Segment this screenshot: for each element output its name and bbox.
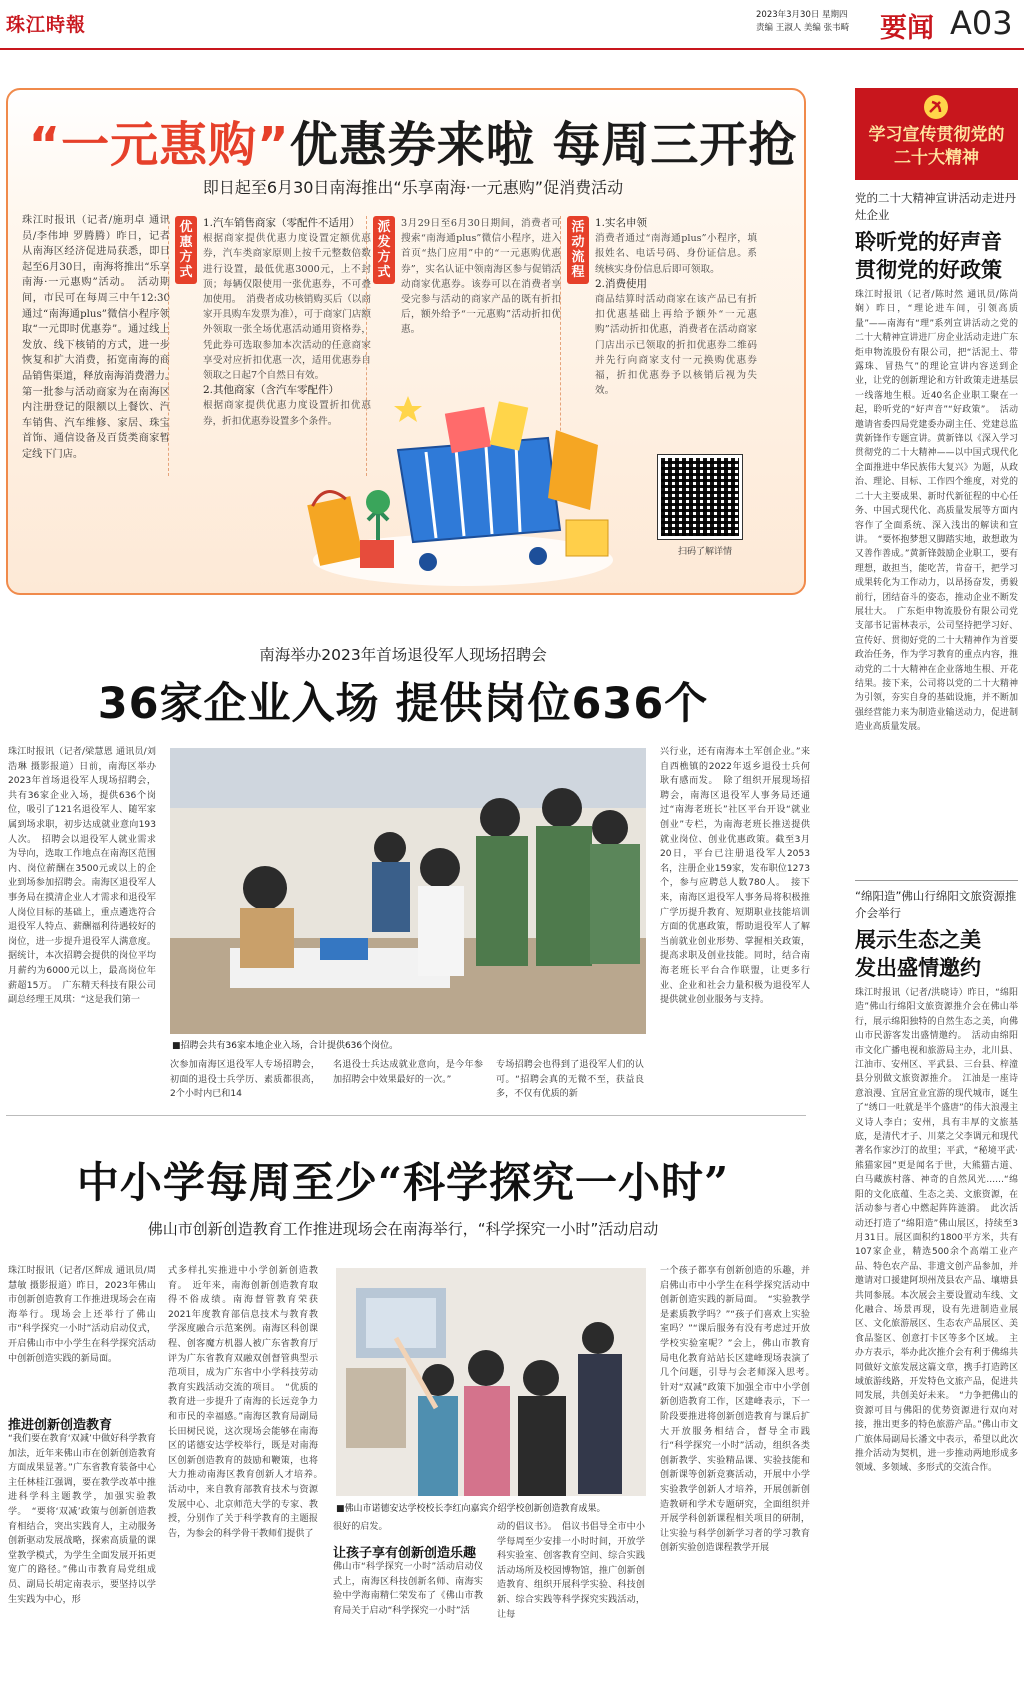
column-banner — [855, 88, 1018, 180]
promo-paragraph: 3月29日至6月30日期间，消费者可搜索“南海通plus”微信小程序，进入首页“热门应用”中的“一元惠购优惠券”，实名认证中领南海区参与促销活动商家优惠券。该券可以在消费者享受完参与活动的商家产品的既有折扣后，额外给予“一元惠购”活动折扣优惠。 — [401, 218, 561, 336]
article-column: 名退役士兵达成就业意向，是今年参加招聘会中效果最好的一次。” — [333, 1060, 483, 1085]
story-body: 珠江时报讯（记者/陈时然 通讯员/陈尚娴）昨日，“理论进车间，引领高质量”——南海有“理”系列宣讲活动之党的二十大精神宣讲进厂房企业活动走进广东炬申物流股份有限公司，把“活泥土、带露珠、冒热气”的理论宣讲内容送到企业，让党的创新理论和方针政策走进基层一线落地生根。近40名企业职工聚在一起，聆听党的“好声音”“好政策”。 活动邀请省委四局党建委办副主任、党建总监黄新锋作专题宣讲。黄新锋以《深入学习贯彻党的二十大精神——以中国式现代化全面推进中华民族伟大复兴》为题，从政治、理论、目标、工作四个维度，对党的二十大主要成果、新时代新征程的中心任务、中国式现代化、高质量发展等方面内容作了全面系统、深入浅出的解读和宣讲。 “要怀抱梦想又脚踏实地，敢想敢为又善作善成。”黄新锋鼓励企业职工，要有理想，敢担当，能吃苦，肯奋干，把学习成果转化为工作动力，以昂扬奋发，勇毅前行，团结奋斗的姿态，推动企业不断发展壮大。 广东炬申物流股份有限公司党支部书记雷林表示，公司坚持把学习好、宣传好、贯彻好党的二十大精神作为首要政治任务，作为学习教育的重点内容，推动党的二十大精神在企业落地生根、开花结果。接下来，公司将以党的二十大精神为引领，夯实自身的基础设施，并不断加强经营能力来为制造业输送动力，促进制造业高质量发展。 — [855, 290, 1018, 733]
shopping-basket-illustration — [298, 390, 628, 590]
story-title: 聆听党的好声音 — [855, 229, 1002, 254]
promo-paragraph: 消费者通过“南海通plus”小程序，填报姓名、电话号码、身份证信息。系统核实身份信息后即可领取。 — [595, 233, 757, 275]
article-column: 动的倡议书》。 倡议书倡导全市中小学每周至少安排一小时时间，开放学科实验室、创客教育空间、综合实践活动场所及校园博物馆，推广创新创造教育、组织开展科学实验、科技创新、综合实践等科学探究实践活动，让每 — [497, 1522, 645, 1620]
promo-tag: 活动流程 — [567, 216, 589, 284]
promo-tag: 优惠方式 — [175, 216, 197, 284]
photo-illustration — [336, 1268, 646, 1496]
header-rule — [0, 48, 1024, 50]
dateline — [756, 9, 849, 35]
promo-heading: 2.消费使用 — [595, 277, 648, 290]
section-name: 要闻 — [880, 13, 934, 44]
party-emblem-icon — [922, 94, 950, 120]
promo-title — [28, 106, 798, 175]
school-photo — [336, 1268, 646, 1496]
article-subhead: 推进创新创造教育 — [8, 1418, 113, 1433]
article-headline: 中小学每周至少“科学探究一小时” — [76, 1158, 730, 1207]
article-subtitle: 佛山市创新创造教育工作推进现场会在南海举行，“科学探究一小时”活动启动 — [147, 1220, 659, 1238]
photo-caption: ■佛山市诺德安达学校校长李红向嘉宾介绍学校创新创造教育成果。 — [336, 1504, 606, 1514]
story-title: 发出盛情邀约 — [855, 955, 981, 980]
article-column: 式多样扎实推进中小学创新创造教育。 近年来，南海创新创造教育取得不俗成绩。南海督管教育荣获2021年度教育部信息技术与教育教学深度融合示范案例。南海区科创课程、创客魔方机器人被广东省教育厅评为广东省教育双融双创督管典型示范项目，成为广东省中小学科技劳动教育实践活动交流的项目。 “优质的教育进一步提升了南海的长远竞争力和市民的幸福感。”南海区教育局副局长田树民说，这次现场会能够在南海区的诺德安达学校举行，既是对南海区创新创造教育的鼓励和鞭策，也将大力推动南海区教育创新人才培养。 活动中，来自教育部教育技术与资源发展中心、北京师范大学的专家、教授，分别作了关于科学教育的主题报告，为参会的科学骨干教师们提供了 — [168, 1266, 328, 1539]
photo-illustration — [170, 748, 646, 1034]
job-fair-photo — [170, 748, 646, 1034]
page-header — [0, 0, 1024, 52]
promo-title-accent: “一元惠购” — [28, 117, 290, 173]
story-kicker: “绵阳造”佛山行绵阳文旅资源推介会举行 — [855, 889, 1017, 920]
promo-paragraph: 商品结算时活动商家在该产品已有折扣优惠基础上再给予额外“一元惠购”活动折扣优惠，消费者在活动商家门店出示已领取的折扣优惠券二维码并先行向商家支付一元换购优惠券福，折扣优惠券予以核销后视为失效。 — [595, 294, 757, 397]
page-number: A03 — [950, 4, 1013, 42]
divider-rule — [855, 880, 1018, 881]
story-title: 贯彻党的好政策 — [855, 257, 1002, 282]
story-title: 展示生态之美 — [855, 927, 981, 952]
article-headline: 36家企业入场 提供岗位636个 — [97, 679, 709, 729]
promo-paragraph: 根据商家提供优惠力度设置折扣优惠券，折扣优惠券设置多个条件。 — [203, 400, 371, 427]
promo-lead-text: 珠江时报讯（记者/施玥卓 通讯员/李伟坤 罗腾腾）昨日，记者从南海区经济促进局获悉，即日起至6月30日，南海将推出“乐享南海·一元惠购”活动。 活动期间，市民可在每周三中午12:30通过“南海通plus”微信小程序领取“一元即时优惠券”。通过线上发放、线下核销的方式，进一步恢复和扩大消费，拓宽南海的商品销售渠道，释放南海消费潜力。 第一批参与活动商家为在南海区内注册登记的限额以上餐饮、汽车销售、汽车维修、家居、珠宝首饰、通信设备及百货类商家暂定线下门店。 — [22, 215, 181, 460]
masthead-logo: 珠江時報 — [6, 14, 87, 36]
article-column: 专场招聘会也得到了退役军人们的认可。“招聘会真的无微不至，获益良多，不仅有优质的新 — [496, 1060, 644, 1100]
qr-caption: 扫码了解详情 — [678, 547, 733, 557]
coupon-promo-box — [6, 88, 806, 595]
date-text: 2023年3月30日 星期四 — [756, 10, 848, 20]
promo-heading: 1.汽车销售商家（零配件不适用） — [203, 217, 361, 229]
article-subhead: 让孩子享有创新创造乐趣 — [333, 1546, 477, 1561]
promo-title-rest: 优惠券来啦 每周三开抢 — [289, 117, 798, 173]
promo-tag: 派发方式 — [373, 216, 395, 284]
promo-paragraph: 根据商家提供优惠力度设置定额优惠券，汽车类商家原则上按千元整数倍数进行设置，最低优惠3000元，上不封顶；每辆仅限使用一张优惠券，不可叠加使用。 消费者成功核销购买后（以商家开具购车发票为准），可于商家门店额外领取一张全场优惠活动通用资格券，凭此券可选取参加本次活动的任意商家享受对应折扣优惠一次，适用优惠券自领取之日起7个自然日有效。 — [203, 233, 371, 382]
article-column: 很好的启发。 — [333, 1522, 388, 1532]
qr-code[interactable] — [658, 455, 742, 539]
article-column: 珠江时报讯（记者/区辉成 通讯员/周慧敏 摄影报道）昨日，2023年佛山市创新创造教育工作推进现场会在南海举行。现场会上还举行了佛山市“科学探究一小时”活动启动仪式，开启佛山市中小学生在科学探究活动中创新创造实践的新局面。 — [8, 1266, 156, 1364]
article-column: “我们要在教育‘双减’中做好科学教育加法，近年来佛山市在创新创造教育方面成果显著。”广东省教育装备中心主任林桂江强调，要在教学改革中推进科学科主题教学，加强实验教学。 “要将‘双减’政策与创新创造教育相结合，突出实践育人，主动服务创新驱动发展战略，探索高质量的课堂教学模式，为学生全面发展开拓更宽广的路径。”佛山市教育局党组成员、副局长胡定南表示，要坚持以学生实践为中心，形 — [8, 1434, 156, 1605]
divider-rule — [6, 1115, 806, 1116]
promo-column-text — [401, 216, 561, 338]
article-column: 珠江时报讯（记者/梁慧恩 通讯员/刘浩琳 摄影报道）日前，南海区举办2023年首场退役军人现场招聘会，共有36家企业入场，提供636个岗位，吸引了121名退役军人、随军家属到场求职，初步达成就业意向193人次。 招聘会以退役军人就业需求为导向，选取工作地点在南海区范围内、岗位薪酬在3500元或以上的企业到场参加招聘会。南海区退役军人事务局在摸清企业人才需求和退役军人岗位目标的基础上，重点遴选符合退役军人特点、薪酬福利待遇较好的岗位，进一步提升退役军人满意度。据统计，本次招聘会提供的岗位平均月薪约为6000元以上，最高岗位年薪超15万。 广东精天科技有限公司副总经理王凤琪：“这是我们第一 — [8, 747, 156, 1006]
article-column: 一个孩子都享有创新创造的乐趣，并启佛山市中小学生在科学探究活动中创新创造实践的新局面。 “实验教学是素质教学吗？”“孩子们喜欢上实验室吗？”“课后服务有没有考虑过开放学校实验室呢？”会上，佛山市教育局电化教育站站长区建峰现场表演了几个问题，引导与会老师深入思考。 针对“双减”政策下加强全市中小学创新创造教育工作，区建峰表示，下一阶段要推进将创新创造教育与课后扩大开放服务相结合，督导全市践行“科学探究一小时”活动，组织各类创新教学、实验精品课、实验技能和创新课等创新竞赛活动，开展中小学实验教学创新人才培养，开展创新创造教研和学术专题研究，全面组织并开展学科创新课程相关项目的研制，让实验与科学创新学习者的学习教育创新实验创造课程教学开展 — [660, 1266, 820, 1554]
article-kicker: 南海举办2023年首场退役军人现场招聘会 — [259, 646, 547, 664]
promo-column-text — [595, 216, 757, 398]
article-column: 兴行业，还有南海本土军创企业。”来自西樵镇的2022年返乡退役士兵何耿有感而发。 除了组织开展现场招聘会，南海区退役军人事务局还通过“南海老班长”社区平台开设“就业创业”专栏，为南海老班长推送提供就业岗位、创业优惠政策。截至3月20日，平台已注册退役军人2053名，注册企业159家，发布职位1273个，参与应聘总人数780人。 接下来，南海区退役军人事务局将积极推广学历提升教育、短期职业技能培训方面的优惠政策，帮助退役军人了解当前就业创业形势、掌握相关政策，提高求职及创业技能。同时，结合南海老班长平台合作联盟，让更多行业、企业和社会力量积极为退役军人提供就业创业服务与支持。 — [660, 747, 810, 1006]
article-column: 佛山市“科学探究一小时”活动启动仪式上，南海区科技创新名师、南海实验中学海南精仁荣发布了《佛山市教育局关于启动“科学探究一小时”活 — [333, 1562, 483, 1616]
promo-heading: 1.实名申领 — [595, 217, 648, 229]
promo-heading: 2.其他商家（含汽车零配件） — [203, 384, 340, 397]
editors-text: 责编 王淑人 美编 张韦畸 — [756, 23, 850, 33]
article-column: 次参加南海区退役军人专场招聘会，初面的退役士兵学历、素质都很高，2个小时内已和14 — [170, 1060, 320, 1100]
promo-subtitle: 即日起至6月30日南海推出“乐享南海·一元惠购”促消费活动 — [202, 178, 624, 197]
story-body: 珠江时报讯（记者/洪晓诗）昨日，“绵阳造”佛山行绵阳文旅资源推介会在佛山举行，展示绵阳独特的自然生态之美，向佛山市民游客发出盛情邀约。 活动由绵阳市文化广播电视和旅游局主办，北川县、江油市、安州区、平武县、三台县、梓潼县分别做文旅资源推介。 江油是一座诗意浪漫、宜居宜业宜游的现代城市，诞生了“绣口一吐就是半个盛唐”的伟大浪漫主义诗人李白；安州，具有丰厚的文旅基底，是清代才子、川菜之父李调元和现代著名作家沙汀的故里；平武，“秘境平武·熊猫家园”更是闻名于世，大熊猫古道、白马藏族村落、神奇的自然风光……“绵阳的文化底蕴、生态之美、文旅资源，在活动参与者心中燃起阵阵涟漪。 此次活动还打造了“绵阳造”佛山展区，持续至3月31日。展区面积约1800平方米，共有107家企业，精选500余个高端工业产品、特色农产品、非遗文创产品参加，并邀请对口援建阿坝州茂县农产品、壤塘县共同参展。本次展会主要设置动车线、文化融合、场景再现，设有先进制造业展区、文化旅游展区、生态农产品展区、美食品鉴区、创意打卡区等多个区域。 主办方表示，举办此次推介会有利于佛绵共同做好文旅发展这篇文章，携手打造跨区域旅游线路，开发特色文旅产品，促进共同发展，共创美好未来。 “力争把佛山的资源可目与佛阳的优势资源进行双向对接，推出更多的特色旅游产品。”佛山市文广旅体局副局长潘文中表示，希望以此次推介活动为契机，进一步推动两地形成多领域、多领域、多形式的交流合作。 — [855, 988, 1018, 1474]
photo-caption: ■招聘会共有36家本地企业入场，合计提供636个岗位。 — [172, 1041, 399, 1051]
story-kicker: 党的二十大精神宣讲活动走进丹灶企业 — [855, 191, 1016, 222]
banner-text: 学习宣传贯彻党的二十大精神 — [868, 125, 1005, 168]
